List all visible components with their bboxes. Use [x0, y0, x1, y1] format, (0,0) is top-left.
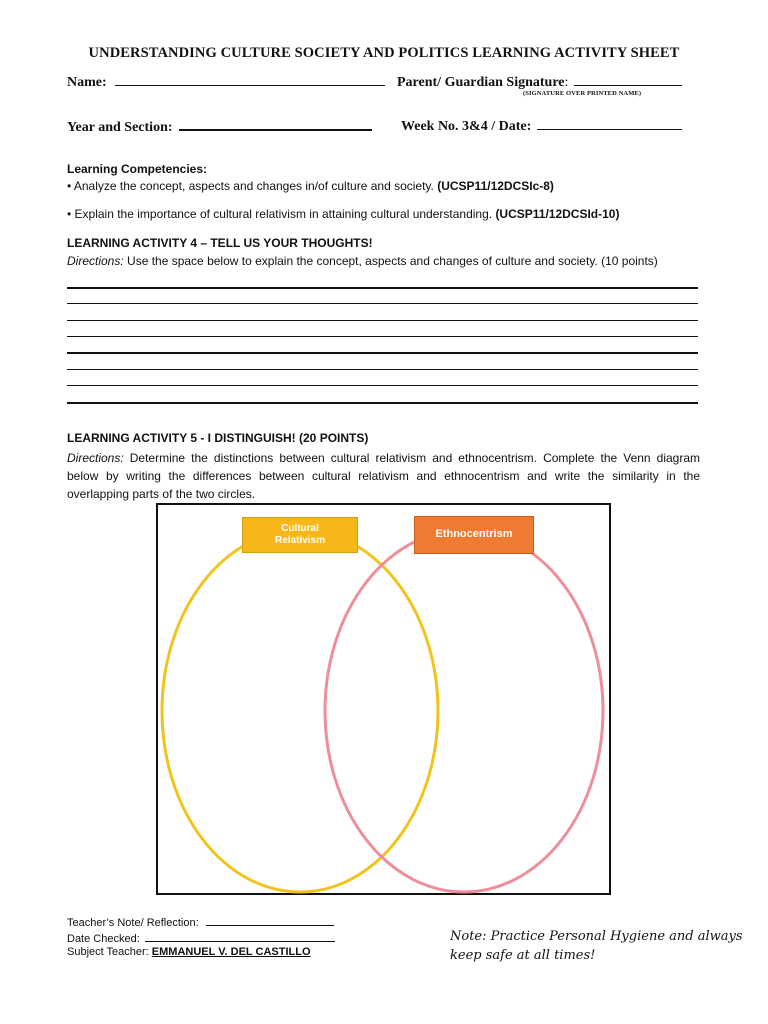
- hygiene-note-line: keep safe at all times!: [450, 948, 596, 963]
- competency-code: (UCSP11/12DCSId-10): [495, 207, 620, 221]
- date-checked-field[interactable]: [145, 931, 335, 942]
- activity4-heading: LEARNING ACTIVITY 4 – TELL US YOUR THOUGHTS!: [67, 236, 373, 250]
- activity5-heading: LEARNING ACTIVITY 5 - I DISTINGUISH! (20 POINTS): [67, 431, 369, 445]
- directions-label: Directions:: [67, 451, 124, 465]
- parent-signature-label: Parent/ Guardian Signature: [397, 75, 565, 90]
- venn-circle-ethnocentrism[interactable]: [325, 530, 603, 892]
- subject-teacher-label: Subject Teacher:: [67, 946, 152, 958]
- competency-text: • Explain the importance of cultural relativism in attaining cultural understanding.: [67, 207, 496, 221]
- directions-text: Use the space below to explain the concept, aspects and changes of culture and society. (10 points): [123, 254, 658, 268]
- teacher-reflection-label: Teacher’s Note/ Reflection:: [67, 917, 199, 929]
- teacher-reflection-field[interactable]: [206, 915, 334, 926]
- directions-text: Determine the distinctions between cultural relativism and ethnocentrism. Complete the Venn diagram below by writing the differences between cultural relativism and ethnocentrism and write the similarity in the overlapping parts of the two circles.: [67, 451, 700, 501]
- date-checked-label: Date Checked:: [67, 933, 140, 945]
- year-section-label: Year and Section:: [67, 120, 173, 135]
- competency-text: • Analyze the concept, aspects and changes in/of culture and society.: [67, 179, 438, 193]
- signature-note: (SIGNATURE OVER PRINTED NAME): [523, 90, 642, 97]
- week-date-label: Week No. 3&4 / Date:: [401, 119, 532, 134]
- hygiene-note: [450, 927, 743, 965]
- parent-signature-colon: :: [564, 75, 569, 90]
- name-label: Name:: [67, 75, 107, 90]
- cultural-relativism-label-line: Cultural: [281, 523, 319, 534]
- page-title: UNDERSTANDING CULTURE SOCIETY AND POLITICS LEARNING ACTIVITY SHEET: [88, 45, 680, 61]
- date-checked-row: [67, 931, 335, 945]
- competency-code: (UCSP11/12DCSIc-8): [437, 179, 554, 193]
- competencies-heading: Learning Competencies:: [67, 162, 208, 176]
- teacher-reflection-row: [67, 915, 334, 929]
- cultural-relativism-label-line: Relativism: [274, 535, 326, 546]
- subject-teacher-row: [67, 946, 311, 958]
- ethnocentrism-label: Ethnocentrism: [414, 516, 534, 554]
- directions-label: Directions:: [67, 254, 124, 268]
- venn-circle-cultural-relativism[interactable]: [162, 530, 438, 892]
- hygiene-note-line: Note: Practice Personal Hygiene and always: [450, 929, 743, 944]
- subject-teacher-name: EMMANUEL V. DEL CASTILLO: [151, 946, 311, 958]
- cultural-relativism-label: [242, 517, 358, 553]
